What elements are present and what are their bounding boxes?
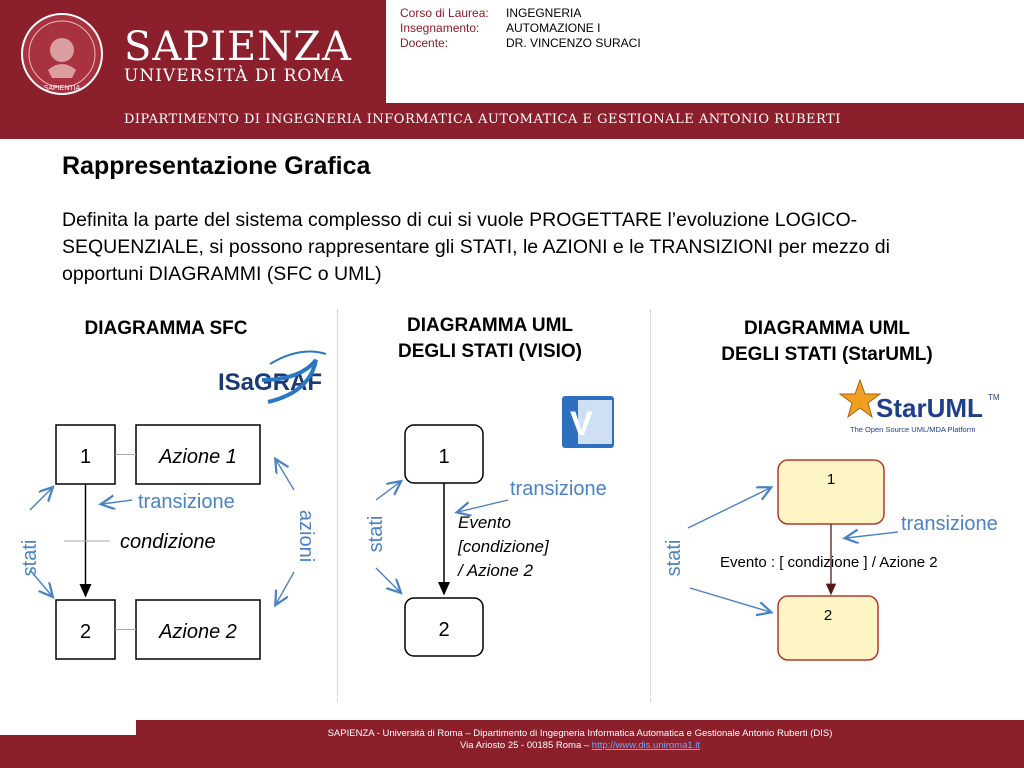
- isagraf-logo-text: ISaGRAF: [218, 369, 323, 396]
- staruml-logo-tm: TM: [988, 393, 1000, 402]
- sfc-step-1-label: 1: [79, 446, 92, 468]
- staruml-states-arrow-down: [690, 588, 770, 612]
- teacher-label: Docente:: [400, 36, 449, 50]
- teacher-value: DR. VINCENZO SURACI: [506, 36, 641, 50]
- course-value: INGEGNERIA: [506, 6, 582, 20]
- visio-logo-letter: V: [570, 405, 593, 443]
- staruml-event-annotation: Evento : [ condizione ] / Azione 2: [720, 554, 938, 571]
- visio-transition-pointer: [458, 500, 508, 512]
- visio-title-line1: DIAGRAMMA UML: [406, 315, 574, 336]
- university-name: SAPIENZA: [124, 24, 352, 70]
- slide-title: Rappresentazione Grafica: [62, 152, 371, 180]
- footer-left-band: [0, 735, 136, 768]
- seal-text: SAPIENTIA: [43, 85, 81, 92]
- subject-value: AUTOMAZIONE I: [506, 21, 601, 35]
- course-info-row: [400, 21, 641, 36]
- footer-address: Via Ariosto 25 - 00185 Roma –: [459, 740, 592, 751]
- sfc-states-arrow-down: [30, 570, 52, 596]
- sfc-actions-arrow-down: [276, 572, 294, 604]
- footer-website-link[interactable]: http://www.dis.uniroma1.it: [591, 740, 701, 751]
- sfc-transition-pointer: [102, 500, 132, 504]
- visio-states-annotation: stati: [365, 515, 387, 553]
- sfc-condition-annotation: condizione: [120, 531, 216, 553]
- visio-state-2-label: 2: [438, 619, 450, 641]
- sfc-action-2-label: Azione 2: [159, 621, 237, 643]
- sfc-states-arrow-up: [30, 488, 52, 510]
- staruml-title-line1: DIAGRAMMA UML: [743, 318, 911, 339]
- staruml-logo-text: StarUML: [876, 393, 983, 423]
- staruml-state-1-label: 1: [826, 471, 836, 488]
- staruml-state-2-label: 2: [823, 607, 833, 624]
- diagrams-canvas: [0, 340, 1024, 710]
- visio-logo: [562, 396, 614, 448]
- subject-label: Insegnamento:: [400, 21, 480, 35]
- department-title: DIPARTIMENTO DI INGEGNERIA INFORMATICA AUTOMATICA E GESTIONALE ANTONIO RUBERTI: [124, 112, 841, 127]
- sfc-states-annotation: stati: [19, 539, 41, 577]
- visio-states-arrow-down: [376, 568, 400, 592]
- course-info-row: [400, 36, 641, 51]
- course-info-row: [400, 6, 641, 21]
- sfc-actions-annotation: azioni: [295, 509, 317, 563]
- staruml-title-line2: DEGLI STATI (StarUML): [721, 344, 933, 365]
- staruml-states-annotation: stati: [663, 539, 685, 577]
- course-info: [400, 6, 641, 51]
- visio-event-line3: / Azione 2: [458, 561, 533, 580]
- intro-paragraph: Definita la parte del sistema complesso di cui si vuole PROGETTARE l’evoluzione LOGICO-SEQUENZIALE, si possono rappresentare gli STATI, le AZIONI e le TRANSIZIONI per mezzo di opportuni DIAGRAMMI (SFC o UML): [62, 209, 890, 285]
- staruml-logo: [840, 380, 1000, 434]
- isagraf-logo: [218, 352, 326, 402]
- footer-line2: [136, 740, 1024, 752]
- sfc-step-2-label: 2: [79, 621, 92, 643]
- sfc-transition-annotation: transizione: [138, 491, 235, 513]
- staruml-state-1: [778, 460, 884, 524]
- visio-title-line2: DEGLI STATI (VISIO): [397, 341, 583, 362]
- university-seal-logo: [20, 12, 104, 96]
- sfc-column-title: DIAGRAMMA SFC: [84, 318, 248, 339]
- staruml-states-arrow-up: [688, 488, 770, 528]
- visio-state-1-label: 1: [438, 446, 450, 468]
- sfc-action-1-label: Azione 1: [159, 446, 237, 468]
- footer-line1: SAPIENZA - Università di Roma – Dipartimento di Ingegneria Informatica Automatica e Gestionale Antonio Ruberti (DIS): [327, 728, 833, 739]
- staruml-transition-annotation: transizione: [901, 513, 998, 535]
- visio-event-line1: Evento: [458, 513, 511, 532]
- course-label: Corso di Laurea:: [400, 6, 489, 20]
- footer: [136, 728, 1024, 752]
- visio-states-arrow-up: [376, 482, 400, 500]
- staruml-transition-pointer: [846, 532, 898, 538]
- visio-transition-annotation: transizione: [510, 478, 607, 500]
- staruml-state-2: [778, 596, 878, 660]
- visio-event-line2: [condizione]: [458, 537, 549, 556]
- university-subtitle: UNIVERSITÀ DI ROMA: [124, 66, 345, 86]
- staruml-logo-tagline: The Open Source UML/MDA Platform: [850, 425, 976, 434]
- sfc-actions-arrow-up: [276, 460, 294, 490]
